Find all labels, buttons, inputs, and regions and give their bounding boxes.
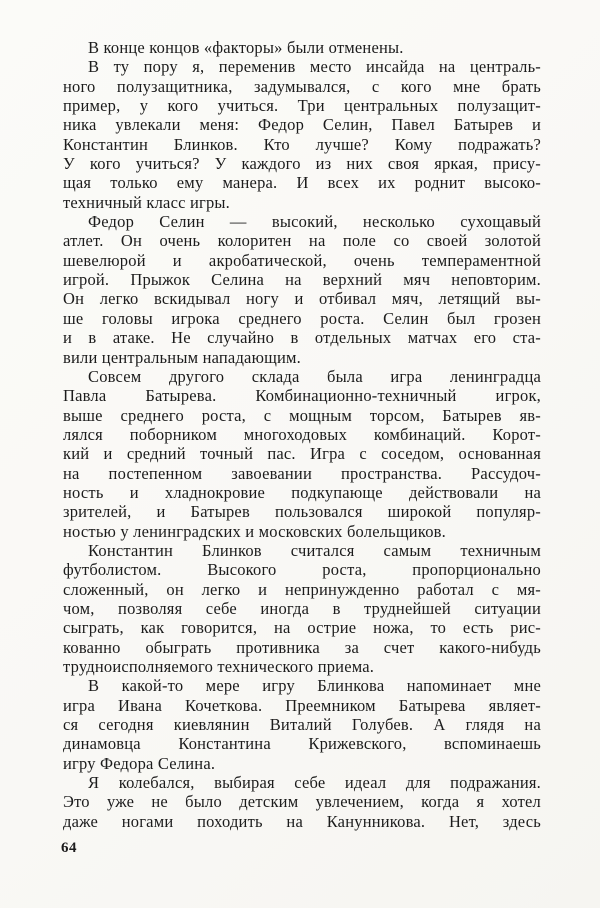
text-line: Он легко вскидывал ногу и отбивал мяч, летящий вы- (63, 289, 541, 309)
text-line: даже ногами походить на Канунникова. Нет, здесь (63, 811, 541, 831)
text-line: Павла Батырева. Комбинационно-техничный игрок, (63, 386, 541, 406)
text-line: сложенный, он легко и непринужденно работал с мя- (63, 579, 541, 599)
paragraph (63, 676, 541, 773)
text-block (63, 38, 541, 831)
text-line: ностью у ленинградских и московских болельщиков. (63, 521, 446, 541)
text-line: лялся поборником многоходовых комбинаций. Корот- (63, 424, 541, 444)
text-line: игру Федора Селина. (63, 753, 216, 773)
page-number: 64 (61, 840, 77, 856)
text-line: выше среднего роста, с мощным торсом, Батырев яв- (63, 405, 541, 425)
text-line: ше головы игрока среднего роста. Селин был грозен (63, 308, 541, 328)
text-line: кованно обыграть противника за счет какого-нибудь (63, 637, 541, 657)
text-line: техничный класс игры. (63, 192, 231, 212)
paragraph (63, 367, 541, 541)
text-line: динамовца Константина Крижевского, вспоминаешь (63, 734, 541, 754)
text-line: Это уже не было детским увлечением, когда я хотел (63, 792, 541, 812)
text-line: сыграть, как говорится, на острие ножа, то есть рис- (63, 618, 541, 638)
text-line: Федор Селин — высокий, несколько сухощавый (88, 212, 541, 232)
text-line: на постепенном завоевании пространства. Рассудоч- (63, 463, 541, 483)
text-line: чом, позволяя себе иногда в труднейшей ситуации (63, 598, 541, 618)
text-line: трудноисполняемого технического приема. (63, 657, 375, 676)
paragraph (63, 38, 541, 57)
text-line: ность и хладнокровие подкупающе действовали на (63, 482, 541, 502)
paragraph (63, 541, 541, 676)
text-line: зрителей, и Батырев пользовался широкой популяр- (63, 502, 541, 522)
text-line: У кого учиться? У каждого из них своя яркая, прису- (63, 154, 541, 174)
text-line: игра Ивана Кочеткова. Преемником Батырева являет- (63, 695, 541, 715)
text-line: В ту пору я, переменив место инсайда на централь- (88, 57, 541, 77)
text-line: ся сегодня киевлянин Виталий Голубев. А глядя на (63, 715, 541, 735)
text-line: В какой-то мере игру Блинкова напоминает мне (88, 676, 541, 696)
text-line: пример, у кого учиться. Три центральных полузащит- (63, 96, 541, 116)
text-line: вили центральным нападающим. (63, 347, 302, 367)
text-line: ника увлекали меня: Федор Селин, Павел Батырев и (63, 115, 541, 135)
text-line: игрой. Прыжок Селина на верхний мяч неповторим. (63, 270, 541, 290)
text-line: и в атаке. Не случайно в отдельных матчах его ста- (63, 328, 541, 348)
text-line: Константин Блинков считался самым техничным (88, 540, 541, 560)
paragraph (63, 212, 541, 367)
text-line: шевелюрой и акробатической, очень темпераментной (63, 250, 541, 270)
text-line: футболистом. Высокого роста, пропорционально (63, 560, 541, 580)
text-line: атлет. Он очень колоритен на поле со своей золотой (63, 231, 541, 251)
text-line: Совсем другого склада была игра ленинградца (88, 366, 541, 386)
text-line: В конце концов «факторы» были отменены. (88, 38, 404, 57)
text-line: ного полузащитника, задумывался, с кого мне брать (63, 76, 541, 96)
paragraph (63, 773, 541, 831)
paragraph (63, 57, 541, 212)
text-line: щая только ему манера. И всех их роднит высоко- (63, 173, 541, 193)
text-line: кий и средний точный пас. Игра с соседом, основанная (63, 444, 541, 464)
text-line: Константин Блинков. Кто лучше? Кому подражать? (63, 134, 541, 154)
text-line: Я колебался, выбирая себе идеал для подражания. (88, 773, 541, 793)
